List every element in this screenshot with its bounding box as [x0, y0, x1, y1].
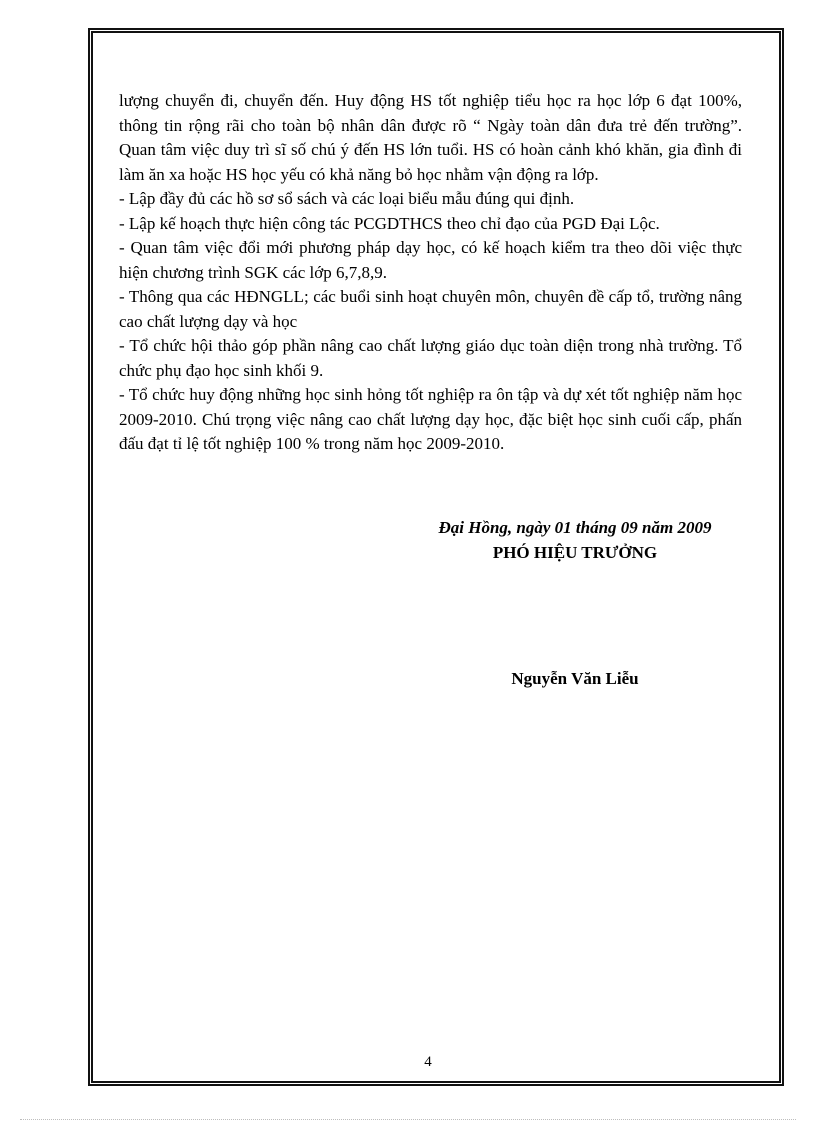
paragraph-activities: - Thông qua các HĐNGLL; các buổi sinh hoạt chuyên môn, chuyên đề cấp tổ, trường nâng cao chất lượng dạy và học	[119, 287, 742, 331]
page-bottom-divider	[20, 1119, 796, 1120]
signature-place-date: Đại Hồng, ngày 01 tháng 09 năm 2009	[438, 518, 712, 537]
document-body	[119, 89, 742, 457]
signature-name: Nguyễn Văn Liễu	[511, 669, 639, 688]
paragraph-mobilization: lượng chuyển đi, chuyển đến. Huy động HS tốt nghiệp tiểu học ra học lớp 6 đạt 100%, thông tin rộng rãi cho toàn bộ nhân dân được rõ “ Ngày toàn dân đưa trẻ đến trường”. Quan tâm việc duy trì sĩ số chú ý đến HS lớn tuổi. HS có hoàn cảnh khó khăn, gia đình đi làm ăn xa hoặc HS học yếu có khả năng bỏ học nhằm vận động ra lớp.	[119, 91, 742, 184]
paragraph-records: - Lập đầy đủ các hồ sơ sổ sách và các loại biểu mẫu đúng qui định.	[119, 189, 575, 208]
paragraph-graduation: - Tổ chức huy động những học sinh hỏng tốt nghiệp ra ôn tập và dự xét tốt nghiệp năm học 2009-2010. Chú trọng việc nâng cao chất lượng dạy học, đặc biệt học sinh cuối cấp, phấn đấu đạt tỉ lệ tốt nghiệp 100 % trong năm học 2009-2010.	[119, 385, 742, 453]
signature-title: PHÓ HIỆU TRƯỞNG	[492, 543, 658, 562]
paragraph-plan: - Lập kế hoạch thực hiện công tác PCGDTHCS theo chỉ đạo của PGD Đại Lộc.	[119, 213, 660, 233]
paragraph-teaching-methods: - Quan tâm việc đổi mới phương pháp dạy học, có kế hoạch kiểm tra theo dõi việc thực hiện chương trình SGK các lớp 6,7,8,9.	[119, 238, 742, 282]
page-number: 4	[424, 1054, 432, 1070]
paragraph-workshop: - Tổ chức hội thảo góp phần nâng cao chất lượng giáo dục toàn diện trong nhà trường. Tổ chức phụ đạo học sinh khối 9.	[119, 336, 742, 380]
